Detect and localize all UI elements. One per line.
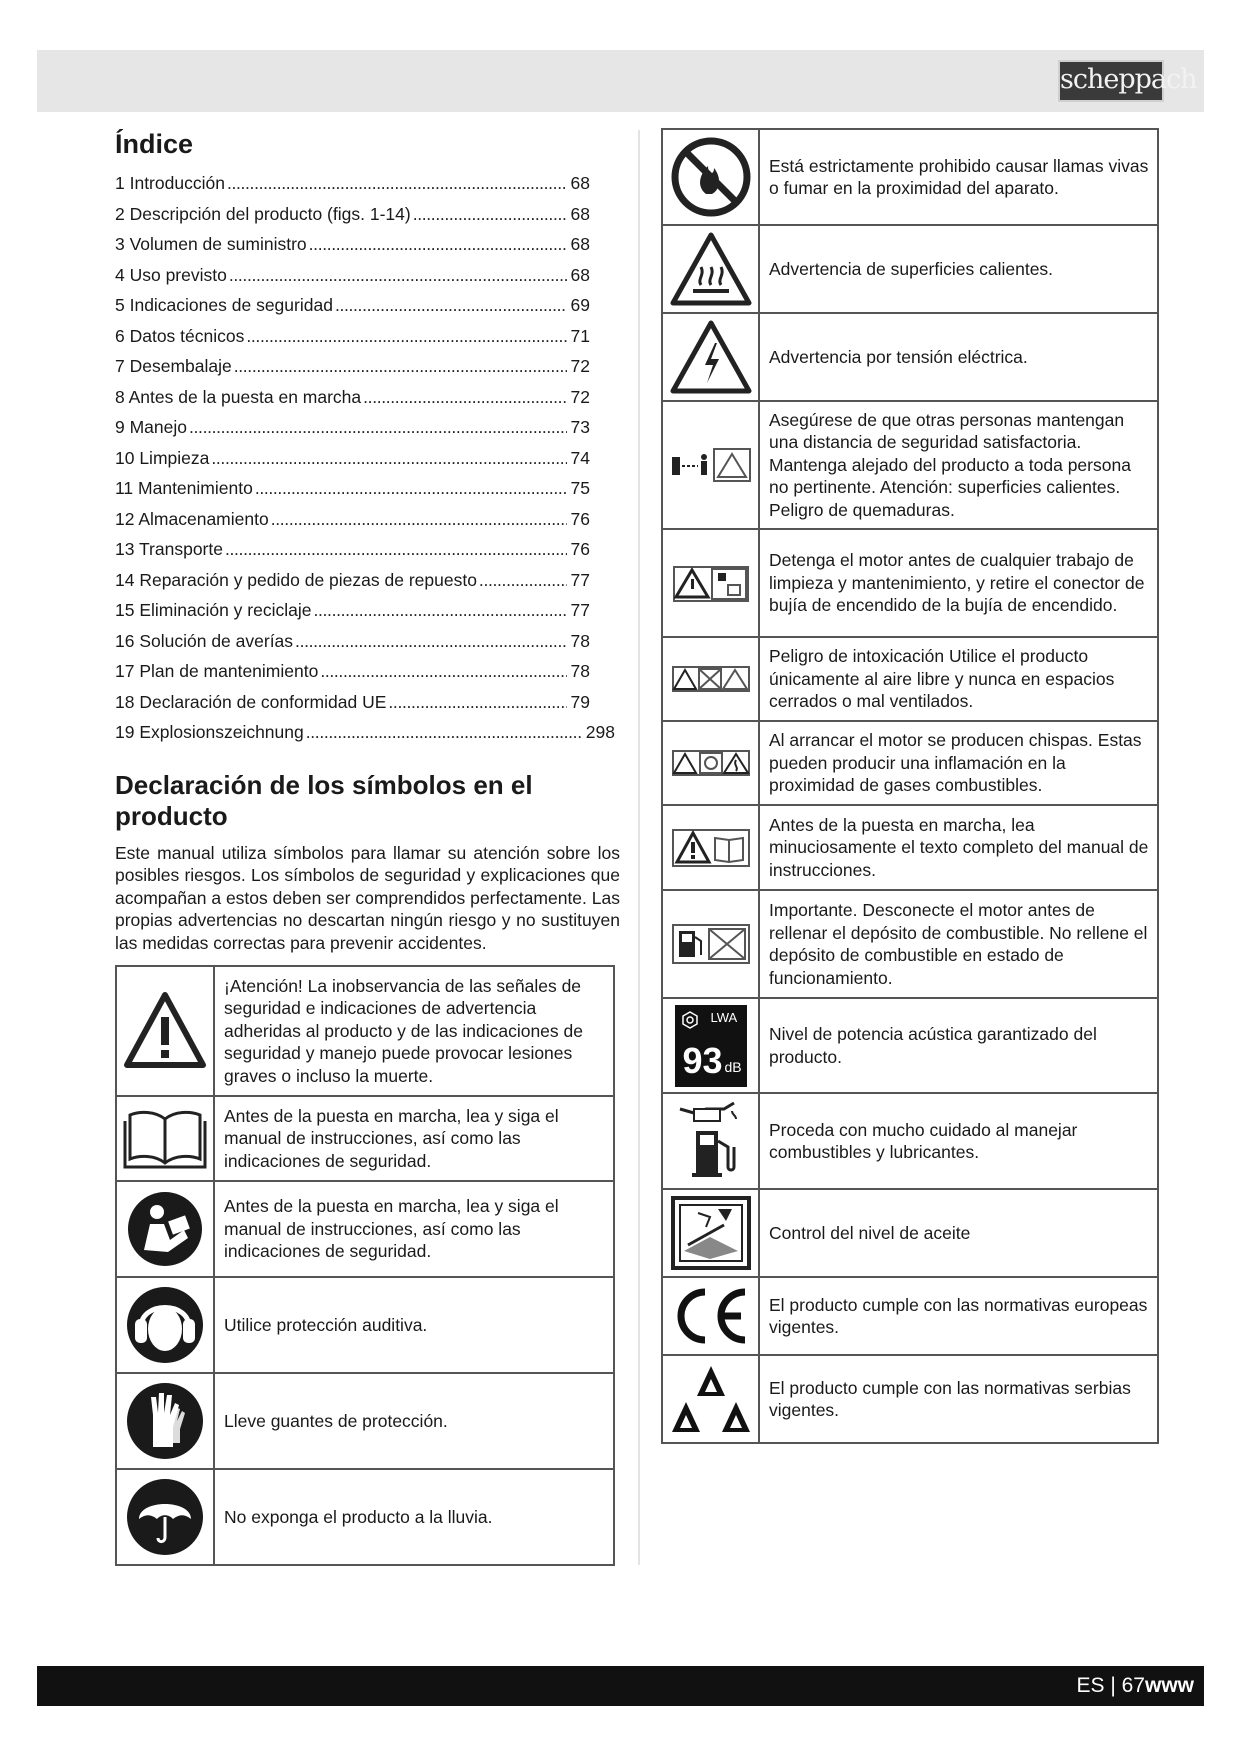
symbol-row	[116, 1373, 614, 1469]
toc-entry[interactable]: 5 Indicaciones de seguridad . . . 69	[115, 290, 590, 321]
spark-fire-warning-icon	[663, 747, 758, 779]
toc-entry[interactable]: 8 Antes de la puesta en marcha . . . 72	[115, 382, 590, 413]
open-manual-icon	[117, 1107, 213, 1171]
no-open-flame-icon	[663, 136, 758, 218]
symbol-row	[662, 401, 1158, 529]
electric-voltage-warning-icon	[663, 319, 758, 395]
symbol-row	[662, 637, 1158, 721]
symbol-description: Antes de la puesta en marcha, lea y siga el manual de instrucciones, así como las indicaciones de seguridad.	[214, 1181, 614, 1277]
symbol-description: Advertencia de superficies calientes.	[759, 225, 1158, 313]
toc-entry[interactable]: 7 Desembalaje . . . 72	[115, 351, 590, 382]
symbol-description: Peligro de intoxicación Utilice el producto únicamente al aire libre y nunca en espacios cerrados o mal ventilados.	[759, 637, 1158, 721]
toc-entry[interactable]: 11 Mantenimiento . . . 75	[115, 473, 590, 504]
toc-entry[interactable]: 15 Eliminación y reciclaje . . . 77	[115, 595, 590, 626]
symbol-description: Antes de la puesta en marcha, lea minuciosamente el texto completo del manual de instrucciones.	[759, 805, 1158, 890]
symbol-description: Utilice protección auditiva.	[214, 1277, 614, 1373]
oil-level-check-icon	[663, 1195, 758, 1271]
toc-entry[interactable]: 3 Volumen de suministro . . . 68	[115, 229, 590, 260]
column-divider	[638, 130, 640, 1565]
symbol-row	[116, 1096, 614, 1181]
toxic-fumes-icon	[663, 663, 758, 695]
hot-surface-warning-icon	[663, 231, 758, 307]
symbol-row	[116, 1469, 614, 1565]
toc-entry[interactable]: 9 Manejo . . . 73	[115, 412, 590, 443]
symbol-description: Está estrictamente prohibido causar llamas vivas o fumar en la proximidad del aparato.	[759, 129, 1158, 225]
symbol-description: Lleve guantes de protección.	[214, 1373, 614, 1469]
protective-gloves-icon	[117, 1381, 213, 1461]
fuel-lubricant-icon	[663, 1101, 758, 1181]
scheppach-logo: scheppach	[1058, 60, 1164, 102]
left-column	[115, 126, 620, 954]
symbol-row	[662, 129, 1158, 225]
right-symbols-table	[661, 128, 1159, 1444]
symbol-row	[116, 1277, 614, 1373]
toc-entry[interactable]: 19 Explosionszeichnung . . . 298	[115, 717, 615, 748]
symbols-intro-paragraph: Este manual utiliza símbolos para llamar su atención sobre los posibles riesgos. Los símbolos de seguridad y explicaciones que acompañan a estos deben ser comprendidos perfectamente. Las propias advertencias no descartan ningún riesgo y no sustituyen las medidas correctas para prevenir accidentes.	[115, 842, 620, 953]
stop-engine-spark-plug-icon	[663, 561, 758, 605]
footer-bar	[37, 1666, 1204, 1706]
symbol-row	[662, 1093, 1158, 1189]
sound-level-unit: dB	[724, 1058, 742, 1075]
keep-distance-icon	[663, 445, 758, 485]
toc-entry[interactable]: 16 Solución de averías . . . 78	[115, 626, 590, 657]
symbol-row	[662, 998, 1158, 1093]
left-symbols-table	[115, 965, 615, 1566]
symbol-row	[116, 1181, 614, 1277]
footer-web-link[interactable]: www	[1144, 1674, 1194, 1697]
symbol-row	[662, 805, 1158, 890]
symbol-row	[662, 529, 1158, 637]
symbol-description: Nivel de potencia acústica garantizado del producto.	[759, 998, 1158, 1093]
toc-entry[interactable]: 17 Plan de mantenimiento . . . 78	[115, 656, 590, 687]
header-bar	[37, 50, 1204, 112]
ce-mark-icon	[663, 1284, 758, 1348]
symbol-description: Importante. Desconecte el motor antes de rellenar el depósito de combustible. No rellene el depósito de combustible en estado de funcionamiento.	[759, 890, 1158, 998]
refuel-engine-off-icon	[663, 921, 758, 967]
toc-entry[interactable]: 2 Descripción del producto (figs. 1-14) . . . 68	[115, 199, 590, 230]
symbol-row	[662, 1277, 1158, 1355]
lwa-label: LWA	[710, 1009, 738, 1025]
toc-list	[115, 168, 620, 748]
symbol-description: Antes de la puesta en marcha, lea y siga el manual de instrucciones, así como las indicaciones de seguridad.	[214, 1096, 614, 1181]
toc-title: Índice	[115, 129, 194, 159]
symbol-row	[662, 721, 1158, 805]
symbol-description: Advertencia por tensión eléctrica.	[759, 313, 1158, 401]
toc-entry[interactable]: 10 Limpieza . . . 74	[115, 443, 590, 474]
symbol-description: ¡Atención! La inobservancia de las señales de seguridad e indicaciones de advertencia adheridas al producto y de las indicaciones de seguridad y manejo puede provocar lesiones graves o incluso la muerte.	[214, 966, 614, 1096]
symbol-row	[662, 1355, 1158, 1443]
umbrella-rain-icon	[117, 1477, 213, 1557]
sound-level-value: 93	[682, 1039, 723, 1081]
footer-page-number: 67	[1121, 1674, 1145, 1697]
symbol-row	[116, 966, 614, 1096]
toc-entry[interactable]: 14 Reparación y pedido de piezas de repuesto . . . 77	[115, 565, 590, 596]
read-manual-mandatory-icon	[117, 1190, 213, 1268]
toc-entry[interactable]: 4 Uso previsto . . . 68	[115, 260, 590, 291]
toc-entry[interactable]: 12 Almacenamiento . . . 76	[115, 504, 590, 535]
symbol-description: El producto cumple con las normativas serbias vigentes.	[759, 1355, 1158, 1443]
symbol-row	[662, 1189, 1158, 1277]
toc-entry[interactable]: 6 Datos técnicos . . . 71	[115, 321, 590, 352]
symbol-description: No exponga el producto a la lluvia.	[214, 1469, 614, 1565]
toc-entry[interactable]: 1 Introducción . . . 68	[115, 168, 590, 199]
symbol-row	[662, 890, 1158, 998]
warning-manual-icon	[663, 826, 758, 870]
symbol-description: Detenga el motor antes de cualquier trabajo de limpieza y mantenimiento, y retire el conector de bujía de encendido de la bujía de encendido.	[759, 529, 1158, 637]
symbol-description: Al arrancar el motor se producen chispas. Estas pueden producir una inflamación en la proximidad de gases combustibles.	[759, 721, 1158, 805]
symbols-section-title: Declaración de los símbolos en el producto	[115, 769, 533, 831]
toc-entry[interactable]: 13 Transporte . . . 76	[115, 534, 590, 565]
symbol-description: Asegúrese de que otras personas mantengan una distancia de seguridad satisfactoria. Mantenga alejado del producto a toda persona no pertinente. Atención: superficies calientes. Peligro de quemaduras.	[759, 401, 1158, 529]
symbol-description: Control del nivel de aceite	[759, 1189, 1158, 1277]
warning-triangle-icon	[117, 989, 213, 1073]
symbol-description: Proceda con mucho cuidado al manejar combustibles y lubricantes.	[759, 1093, 1158, 1189]
sound-power-level-icon	[675, 1005, 747, 1087]
symbol-row	[662, 225, 1158, 313]
symbol-row	[662, 313, 1158, 401]
footer-page-indicator: ES | 67www	[1076, 1674, 1194, 1697]
symbol-description: El producto cumple con las normativas europeas vigentes.	[759, 1277, 1158, 1355]
hearing-protection-icon	[117, 1285, 213, 1365]
footer-language: ES	[1076, 1674, 1105, 1697]
serbian-conformity-icon	[663, 1362, 758, 1436]
toc-entry[interactable]: 18 Declaración de conformidad UE . . . 79	[115, 687, 590, 718]
